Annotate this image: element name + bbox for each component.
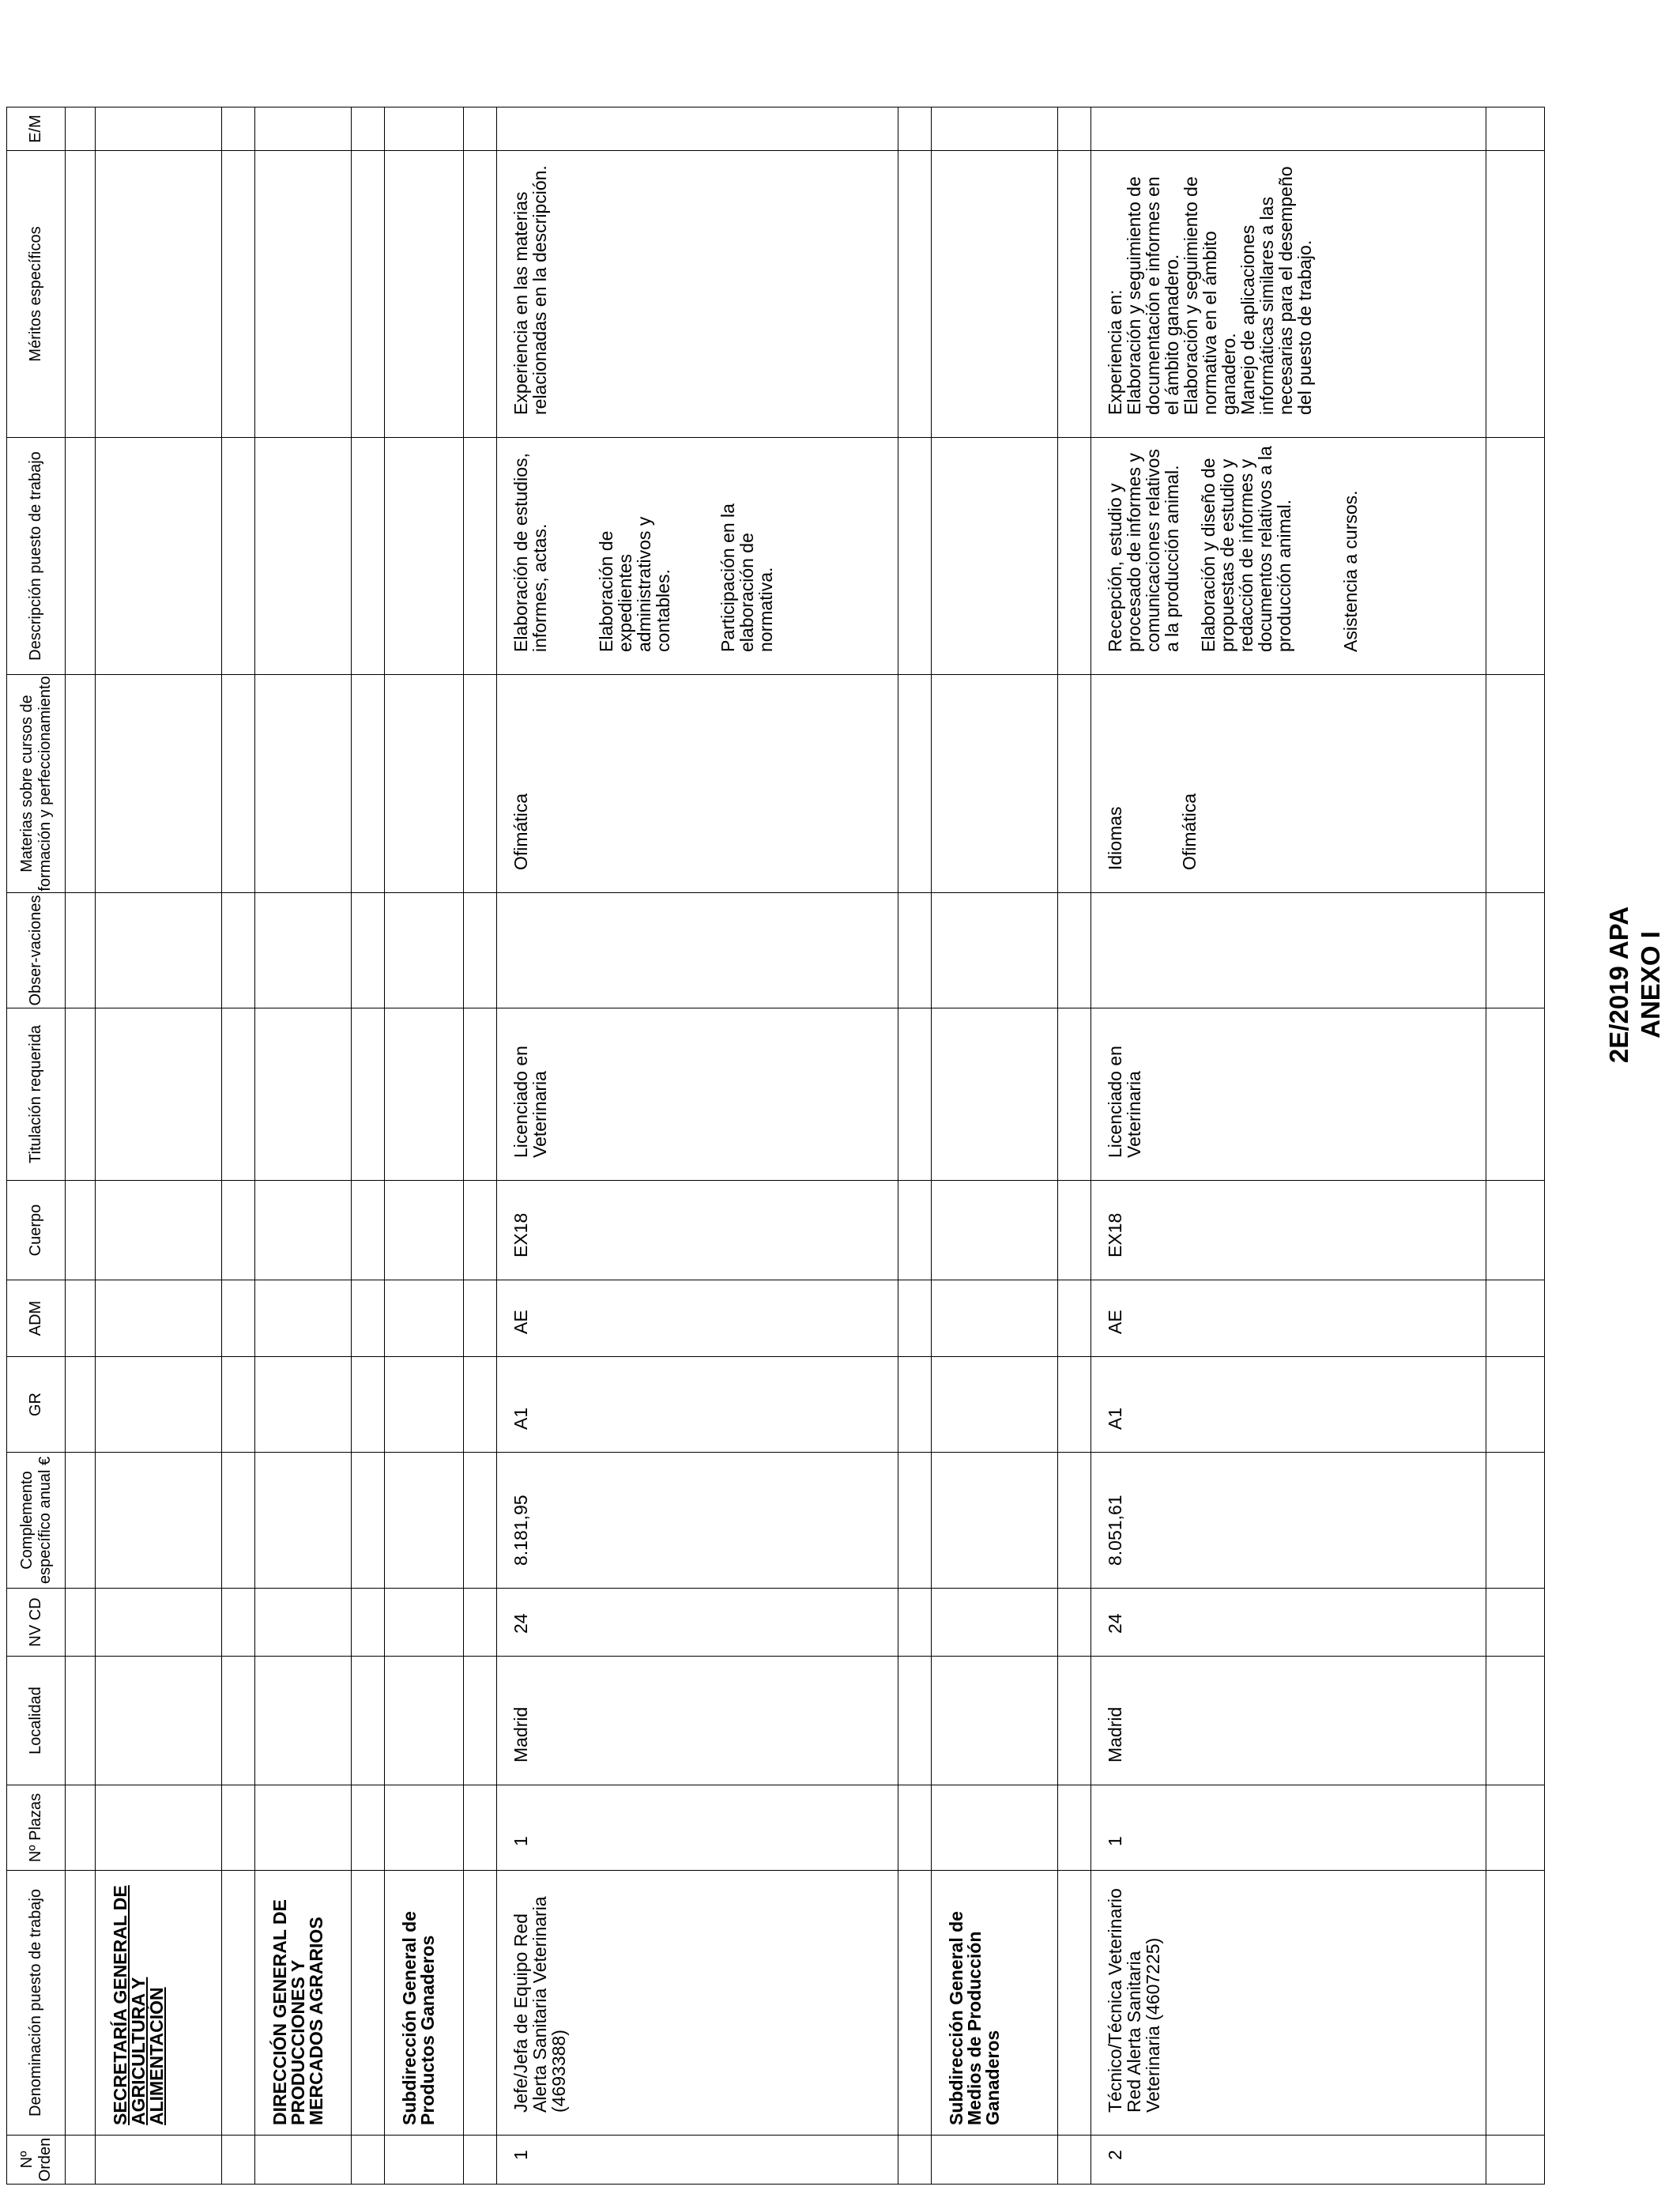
org-unit-productos: Subdirección General de Productos Ganaderos — [399, 1911, 438, 2125]
row2-adm: AE — [1105, 1310, 1125, 1334]
row2-grupo: A1 — [1105, 1407, 1125, 1430]
header-complemento: Complemento específico anual € — [7, 1453, 66, 1589]
row2-titulacion: Licenciado en Veterinaria — [1105, 1046, 1144, 1158]
row2-complemento: 8.051,61 — [1105, 1495, 1125, 1566]
row1-nivel: 24 — [510, 1613, 531, 1634]
row1-em — [497, 107, 514, 150]
row2-descripcion-3: Asistencia a cursos. — [1340, 490, 1361, 652]
row1-meritos: Experiencia en las materias relacionadas en la descripción. — [510, 165, 550, 415]
row1-cuerpo: EX18 — [510, 1212, 531, 1257]
org-row — [932, 107, 1058, 2185]
row2-descripcion-2: Elaboración y diseño de propuestas de estudio y redacción de informes y documentos relativos a la producción animal. — [1198, 446, 1294, 652]
spacer-row — [222, 107, 255, 2185]
row1-materias: Ofimática — [510, 793, 531, 870]
row1-plazas: 1 — [510, 1836, 531, 1846]
org-unit-secretaria: SECRETARÍA GENERAL DE AGRICULTURA Y ALIMENTACIÓN — [110, 1885, 167, 2125]
header-orden: Nº Orden — [7, 2136, 66, 2185]
row1-complemento: 8.181,95 — [510, 1495, 531, 1566]
header-materias: Materias sobre cursos de formación y perfeccionamiento — [7, 675, 66, 893]
row1-descripcion-2: Elaboración de expedientes administrativos y contables. — [596, 516, 673, 652]
header-localidad: Localidad — [7, 1657, 66, 1785]
spacer-row — [1058, 107, 1091, 2185]
row2-denominacion: Técnico/Técnica Veterinario Red Alerta Sanitaria Veterinaria (4607225) — [1105, 1888, 1163, 2113]
org-row — [96, 107, 222, 2185]
header-adm: ADM — [7, 1280, 66, 1357]
row1-grupo: A1 — [510, 1407, 531, 1430]
spacer-row — [464, 107, 497, 2185]
org-row — [385, 107, 464, 2185]
spacer-row — [352, 107, 385, 2185]
table-row — [497, 107, 898, 2185]
row1-denominacion: Jefe/Jefa de Equipo Red Alerta Sanitaria Veterinaria (4693388) — [510, 1896, 569, 2113]
annex-code: 2E/2019 APA — [1604, 906, 1633, 1064]
row2-meritos-4: Manejo de aplicaciones informáticas similares a las necesarias para el desempeño del puesto de trabajo. — [1237, 166, 1315, 415]
row2-nivel: 24 — [1105, 1613, 1125, 1634]
header-observaciones: Obser-vaciones — [7, 893, 66, 1008]
row2-em — [1091, 107, 1109, 150]
header-meritos: Méritos específicos — [7, 151, 66, 438]
header-descripcion: Descripción puesto de trabajo — [7, 438, 66, 675]
header-em: E/M — [7, 107, 66, 151]
row2-localidad: Madrid — [1105, 1706, 1125, 1762]
row2-meritos-1: Experiencia en: — [1105, 289, 1125, 415]
header-cuerpo: Cuerpo — [7, 1181, 66, 1280]
row2-descripcion-1: Recepción, estudio y procesado de informes y comunicaciones relativos a la producción animal. — [1105, 449, 1182, 652]
header-denominacion: Denominación puesto de trabajo — [7, 1871, 66, 2136]
row1-titulacion: Licenciado en Veterinaria — [510, 1046, 550, 1158]
header-nivel: NV CD — [7, 1589, 66, 1657]
row2-orden: 2 — [1105, 2150, 1125, 2160]
spacer-row — [898, 107, 932, 2185]
row2-plazas: 1 — [1105, 1836, 1125, 1846]
row2-cuerpo: EX18 — [1105, 1212, 1125, 1257]
spacer-row — [1486, 107, 1545, 2185]
row1-orden: 1 — [510, 2150, 531, 2160]
org-unit-medios: Subdirección General de Medios de Producción Ganaderos — [946, 1911, 1003, 2125]
row2-observaciones — [1091, 893, 1109, 1008]
row2-meritos-2: Elaboración y seguimiento de documentación e informes en el ámbito ganadero. — [1124, 176, 1182, 415]
row2-materias-2: Ofimática — [1179, 793, 1200, 870]
header-titulacion: Titulación requerida — [7, 1008, 66, 1181]
row2-materias-1: Idiomas — [1105, 806, 1125, 870]
org-row — [255, 107, 352, 2185]
job-table — [6, 107, 1545, 2185]
org-unit-direccion: DIRECCIÓN GENERAL DE PRODUCCIONES Y MERCADOS AGRARIOS — [269, 1899, 326, 2125]
header-grupo: GR — [7, 1357, 66, 1453]
row2-meritos-3: Elaboración y seguimiento de normativa en el ámbito ganadero. — [1181, 176, 1239, 415]
header-row — [7, 107, 66, 2185]
row1-localidad: Madrid — [510, 1706, 531, 1762]
spacer-row — [66, 107, 96, 2185]
row1-descripcion-1: Elaboración de estudios, informes, actas. — [510, 453, 550, 652]
row1-observaciones — [497, 893, 514, 1008]
header-plazas: Nº Plazas — [7, 1785, 66, 1871]
table-row — [1091, 107, 1486, 2185]
row1-descripcion-3: Participación en la elaboración de normativa. — [718, 503, 776, 652]
row1-adm: AE — [510, 1310, 531, 1334]
annex-title: ANEXO I — [1636, 931, 1665, 1039]
